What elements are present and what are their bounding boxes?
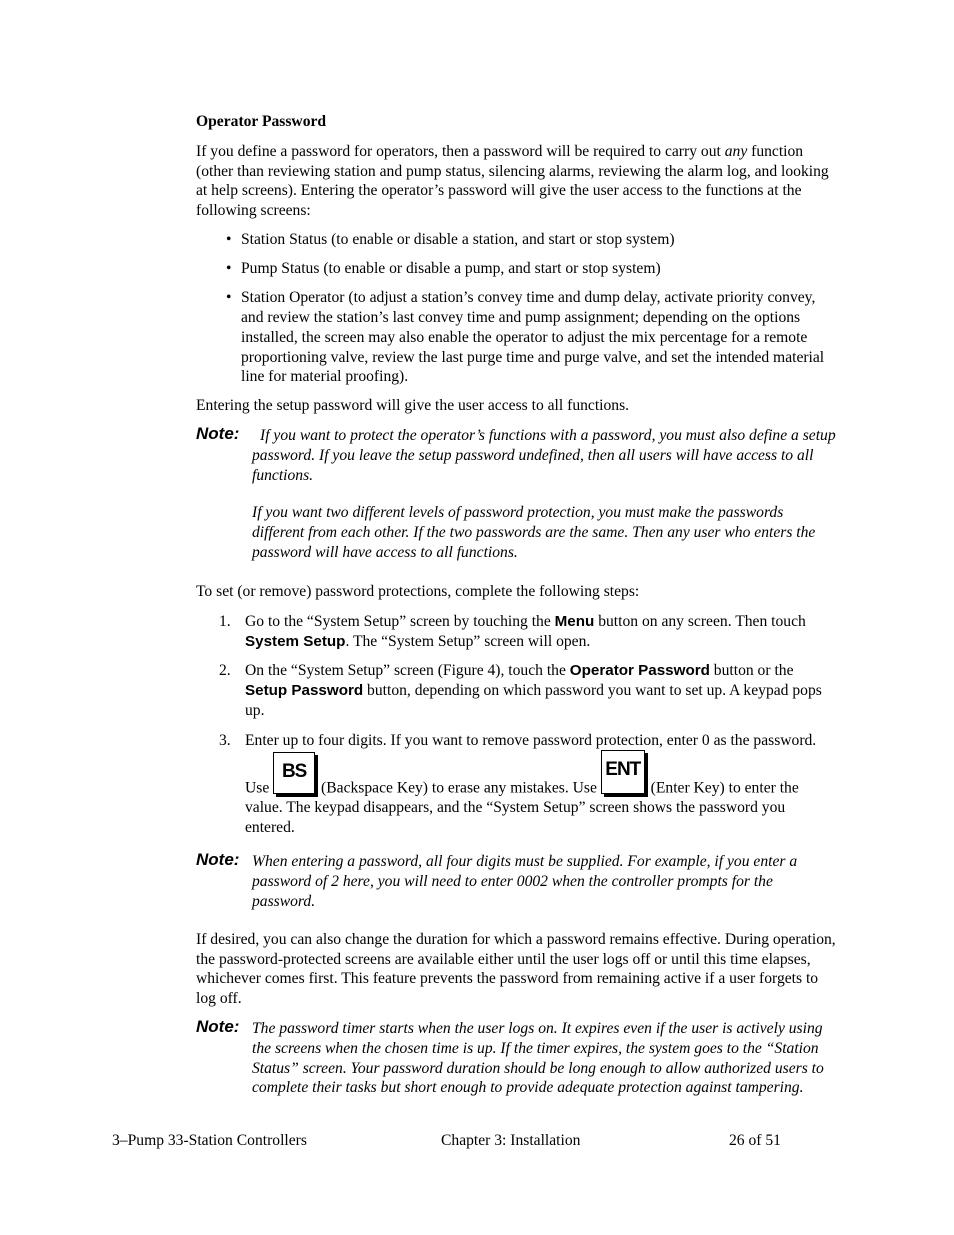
note-3 xyxy=(196,1019,836,1098)
step-item xyxy=(196,612,836,651)
setup-password-button-name: Setup Password xyxy=(245,682,364,700)
section-heading: Operator Password xyxy=(196,113,327,130)
intro-text: If you define a password for operators, then a password will be required to carry out xyxy=(196,143,725,160)
step-text: (Enter Key) to enter the value. The keypad disappears, and the “System Setup” screen shows the password you entered. xyxy=(245,779,799,836)
note-label: Note: xyxy=(196,424,240,443)
list-item xyxy=(196,288,836,387)
enter-key-label: ENT xyxy=(605,759,641,781)
note-paragraph: If you want two different levels of password protection, you must make the passwords different from each other. If the two passwords are the same. Then any user who enters the password will have access to all functions. xyxy=(252,504,816,561)
list-item-text: Pump Status (to enable or disable a pump, and start or stop system) xyxy=(241,260,661,278)
bullet: • xyxy=(226,260,232,278)
step-number: 3. xyxy=(219,731,231,749)
step-text: On the “System Setup” screen (Figure 4), touch the xyxy=(245,662,570,680)
setup-access-paragraph: Entering the setup password will give the user access to all functions. xyxy=(196,397,630,414)
operator-password-button-name: Operator Password xyxy=(569,662,710,680)
footer-product: 3–Pump 33-Station Controllers xyxy=(112,1132,307,1149)
enter-key-icon xyxy=(601,750,645,794)
note-body xyxy=(252,852,836,911)
steps-list xyxy=(196,612,836,848)
system-setup-button-name: System Setup xyxy=(245,632,346,650)
list-item-text: Station Status (to enable or disable a station, and start or stop system) xyxy=(241,231,675,248)
footer-page-number: 26 of 51 xyxy=(729,1132,781,1149)
list-item xyxy=(196,259,836,279)
intro-paragraph xyxy=(196,142,836,221)
screen-list xyxy=(196,230,836,396)
intro-text-end: function (other than reviewing station and pump status, silencing alarms, reviewing the alarm log, and looking at help screens). Entering the operator’s password will give the user access to the functions at the following screens: xyxy=(196,143,829,220)
list-item-text: Station Operator (to adjust a station’s convey time and dump delay, activate priority convey, and review the station’s last convey time and pump assignment; depending on the options installed, the screen may also enable the operator to adjust the mix percentage for a remote proportioning valve, review the last purge time and purge valve, and set the intended material line for material proofing). xyxy=(241,289,825,386)
step-text: Enter up to four digits. If you want to remove password protection, enter 0 as the password. Use xyxy=(245,731,817,797)
steps-intro: To set (or remove) password protections, complete the following steps: xyxy=(196,583,640,600)
note-body xyxy=(252,426,836,563)
footer-chapter: Chapter 3: Installation xyxy=(441,1132,581,1149)
step-text: button on any screen. Then touch xyxy=(594,613,806,630)
note-body xyxy=(252,1019,836,1098)
duration-paragraph: If desired, you can also change the duration for which a password remains effective. During operation, the password-protected screens are available either until the user logs off or until this time elapses, whichever comes first. This feature prevents the password from remaining active if a user forgets to log off. xyxy=(196,931,836,1008)
step-item xyxy=(196,661,836,720)
bullet: • xyxy=(226,231,232,248)
step-text: button or the xyxy=(709,662,794,680)
note-label: Note: xyxy=(196,850,240,869)
intro-emphasis: any xyxy=(724,143,748,160)
note-paragraph: When entering a password, all four digits must be supplied. For example, if you enter a password of 2 here, you will need to enter 0002 when the controller prompts for the password. xyxy=(252,853,798,910)
list-item xyxy=(196,230,836,250)
backspace-key-label: BS xyxy=(281,761,307,783)
note-2 xyxy=(196,852,836,911)
backspace-key-icon xyxy=(273,752,315,794)
step-number: 2. xyxy=(219,662,231,680)
menu-button-name: Menu xyxy=(554,613,595,630)
note-paragraph: If you want to protect the operator’s functions with a password, you must also define a setup password. If you leave the setup password undefined, then all users will have access to all functions. xyxy=(252,427,836,484)
bullet: • xyxy=(226,289,232,307)
step-text: Go to the “System Setup” screen by touching the xyxy=(245,613,555,630)
step-number: 1. xyxy=(219,613,231,630)
note-label: Note: xyxy=(196,1017,240,1036)
step-item xyxy=(196,731,836,838)
step-text: . The “System Setup” screen will open. xyxy=(345,632,591,650)
step-text: button, depending on which password you want to set up. A keypad pops up. xyxy=(245,682,822,719)
step-text: (Backspace Key) to erase any mistakes. Use xyxy=(317,779,601,797)
note-paragraph: The password timer starts when the user logs on. It expires even if the user is actively using the screens when the chosen time is up. If the timer expires, the system goes to the “Station Status” screen. Your password duration should be long enough to allow authorized users to complete their tasks but short enough to provide adequate protection against tampering. xyxy=(252,1020,824,1097)
note-1 xyxy=(196,426,836,563)
